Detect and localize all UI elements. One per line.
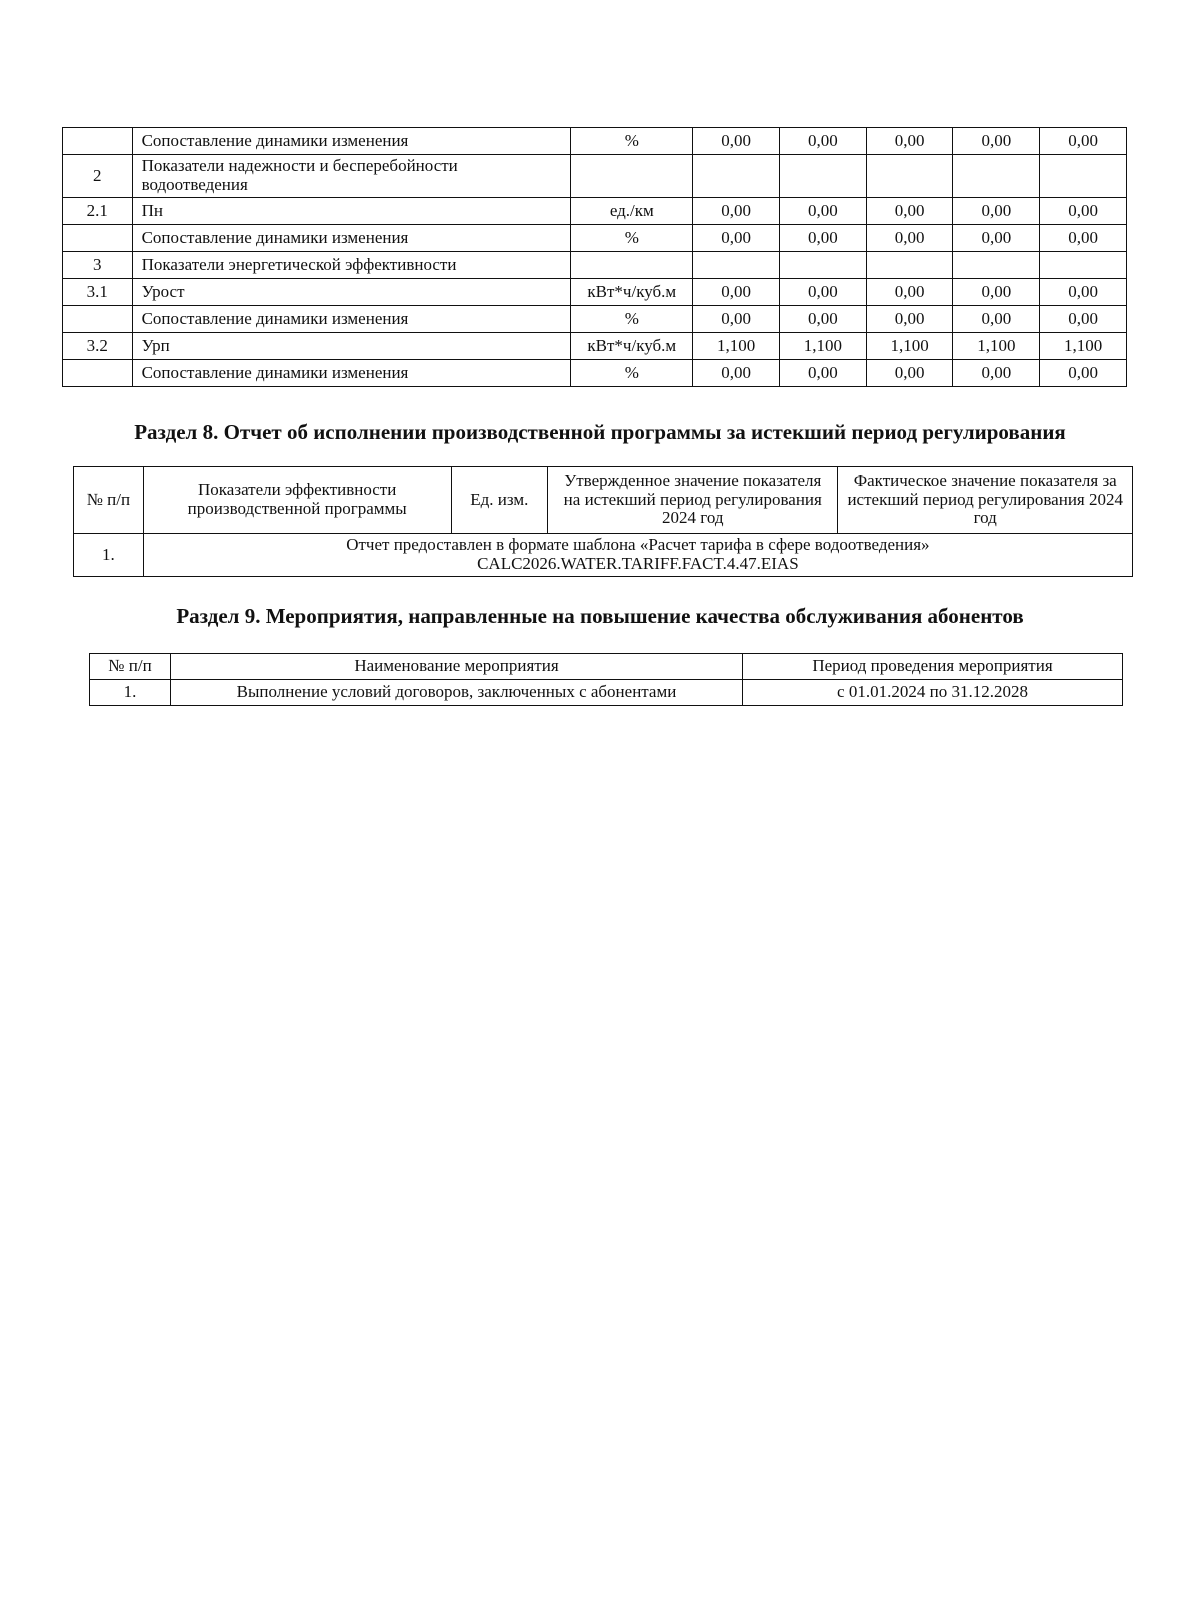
value-cell: 0,00 [780,128,867,155]
indicators-table [62,127,1127,387]
table-row [63,155,1127,198]
indicator-name: Урост [132,279,571,306]
value-cell: 0,00 [780,225,867,252]
row-num [63,225,133,252]
value-cell: 1,100 [1040,333,1127,360]
value-cell: 0,00 [953,128,1040,155]
header-num: № п/п [90,654,171,680]
value-cell: 0,00 [1040,128,1127,155]
unit-cell: ед./км [571,198,693,225]
row-num: 1. [90,680,171,706]
value-cell: 0,00 [866,306,953,333]
unit-cell [571,155,693,198]
value-cell: 0,00 [953,360,1040,387]
row-num [63,306,133,333]
report-note-line-2: CALC2026.WATER.TARIFF.FACT.4.47.EIAS [477,554,799,573]
value-cell: 0,00 [1040,360,1127,387]
value-cell: 0,00 [1040,279,1127,306]
indicator-name: Сопоставление динамики изменения [132,306,571,333]
value-cell [953,252,1040,279]
header-indicators: Показатели эффективности производственной программы [143,467,451,534]
value-cell: 0,00 [1040,225,1127,252]
header-actual-value: Фактическое значение показателя за истекший период регулирования 2024 год [838,467,1133,534]
value-cell: 1,100 [953,333,1040,360]
indicator-name: Пн [132,198,571,225]
value-cell [693,252,780,279]
report-note [143,534,1132,577]
value-cell: 1,100 [780,333,867,360]
section-8-table [73,466,1133,577]
header-period: Период проведения мероприятия [743,654,1123,680]
unit-cell: % [571,128,693,155]
value-cell: 0,00 [866,198,953,225]
value-cell [1040,252,1127,279]
indicator-name: Показатели надежности и бесперебойности водоотведения [132,155,571,198]
section-8-title: Раздел 8. Отчет об исполнении производственной программы за истекший период регулирования [134,420,1066,444]
value-cell: 0,00 [1040,306,1127,333]
section-9-title: Раздел 9. Мероприятия, направленные на повышение качества обслуживания абонентов [176,604,1024,628]
value-cell [866,252,953,279]
row-num [63,360,133,387]
value-cell: 1,100 [693,333,780,360]
table-row [90,680,1123,706]
value-cell: 0,00 [866,279,953,306]
value-cell: 0,00 [953,279,1040,306]
row-num: 3 [63,252,133,279]
table-row [63,128,1127,155]
table-row [63,252,1127,279]
row-num: 2 [63,155,133,198]
indicators-table-body [63,128,1127,387]
report-note-line-1: Отчет предоставлен в формате шаблона «Расчет тарифа в сфере водоотведения» [346,535,930,555]
unit-cell: кВт*ч/куб.м [571,279,693,306]
value-cell [693,155,780,198]
indicator-name: Сопоставление динамики изменения [132,360,571,387]
row-num: 3.2 [63,333,133,360]
value-cell: 0,00 [953,198,1040,225]
value-cell [953,155,1040,198]
unit-cell: % [571,306,693,333]
row-num: 2.1 [63,198,133,225]
table-row [63,279,1127,306]
value-cell [780,252,867,279]
value-cell: 0,00 [953,225,1040,252]
table-row [63,333,1127,360]
row-num: 1. [74,534,144,577]
table-row [63,306,1127,333]
table-row [63,198,1127,225]
value-cell [1040,155,1127,198]
indicator-name: Сопоставление динамики изменения [132,225,571,252]
value-cell: 0,00 [780,198,867,225]
header-measure-name: Наименование мероприятия [171,654,743,680]
indicator-name: Показатели энергетической эффективности [132,252,571,279]
measure-name: Выполнение условий договоров, заключенных с абонентами [171,680,743,706]
value-cell: 0,00 [866,225,953,252]
value-cell: 0,00 [693,225,780,252]
value-cell: 0,00 [866,360,953,387]
value-cell: 0,00 [693,360,780,387]
value-cell: 1,100 [866,333,953,360]
header-num: № п/п [74,467,144,534]
row-num [63,128,133,155]
value-cell: 0,00 [780,279,867,306]
unit-cell: % [571,360,693,387]
value-cell: 0,00 [780,306,867,333]
value-cell [866,155,953,198]
value-cell: 0,00 [953,306,1040,333]
table-row [63,360,1127,387]
value-cell: 0,00 [693,279,780,306]
header-unit: Ед. изм. [451,467,547,534]
value-cell: 0,00 [693,128,780,155]
table-row [63,225,1127,252]
value-cell: 0,00 [866,128,953,155]
indicator-name: Урп [132,333,571,360]
value-cell: 0,00 [693,306,780,333]
value-cell: 0,00 [693,198,780,225]
table-row [74,534,1133,577]
measure-period: с 01.01.2024 по 31.12.2028 [743,680,1123,706]
value-cell: 0,00 [780,360,867,387]
unit-cell: % [571,225,693,252]
value-cell [780,155,867,198]
indicator-name: Сопоставление динамики изменения [132,128,571,155]
section-9-table [89,653,1123,706]
header-approved-value: Утвержденное значение показателя на истекший период регулирования 2024 год [548,467,838,534]
row-num: 3.1 [63,279,133,306]
unit-cell: кВт*ч/куб.м [571,333,693,360]
unit-cell [571,252,693,279]
value-cell: 0,00 [1040,198,1127,225]
